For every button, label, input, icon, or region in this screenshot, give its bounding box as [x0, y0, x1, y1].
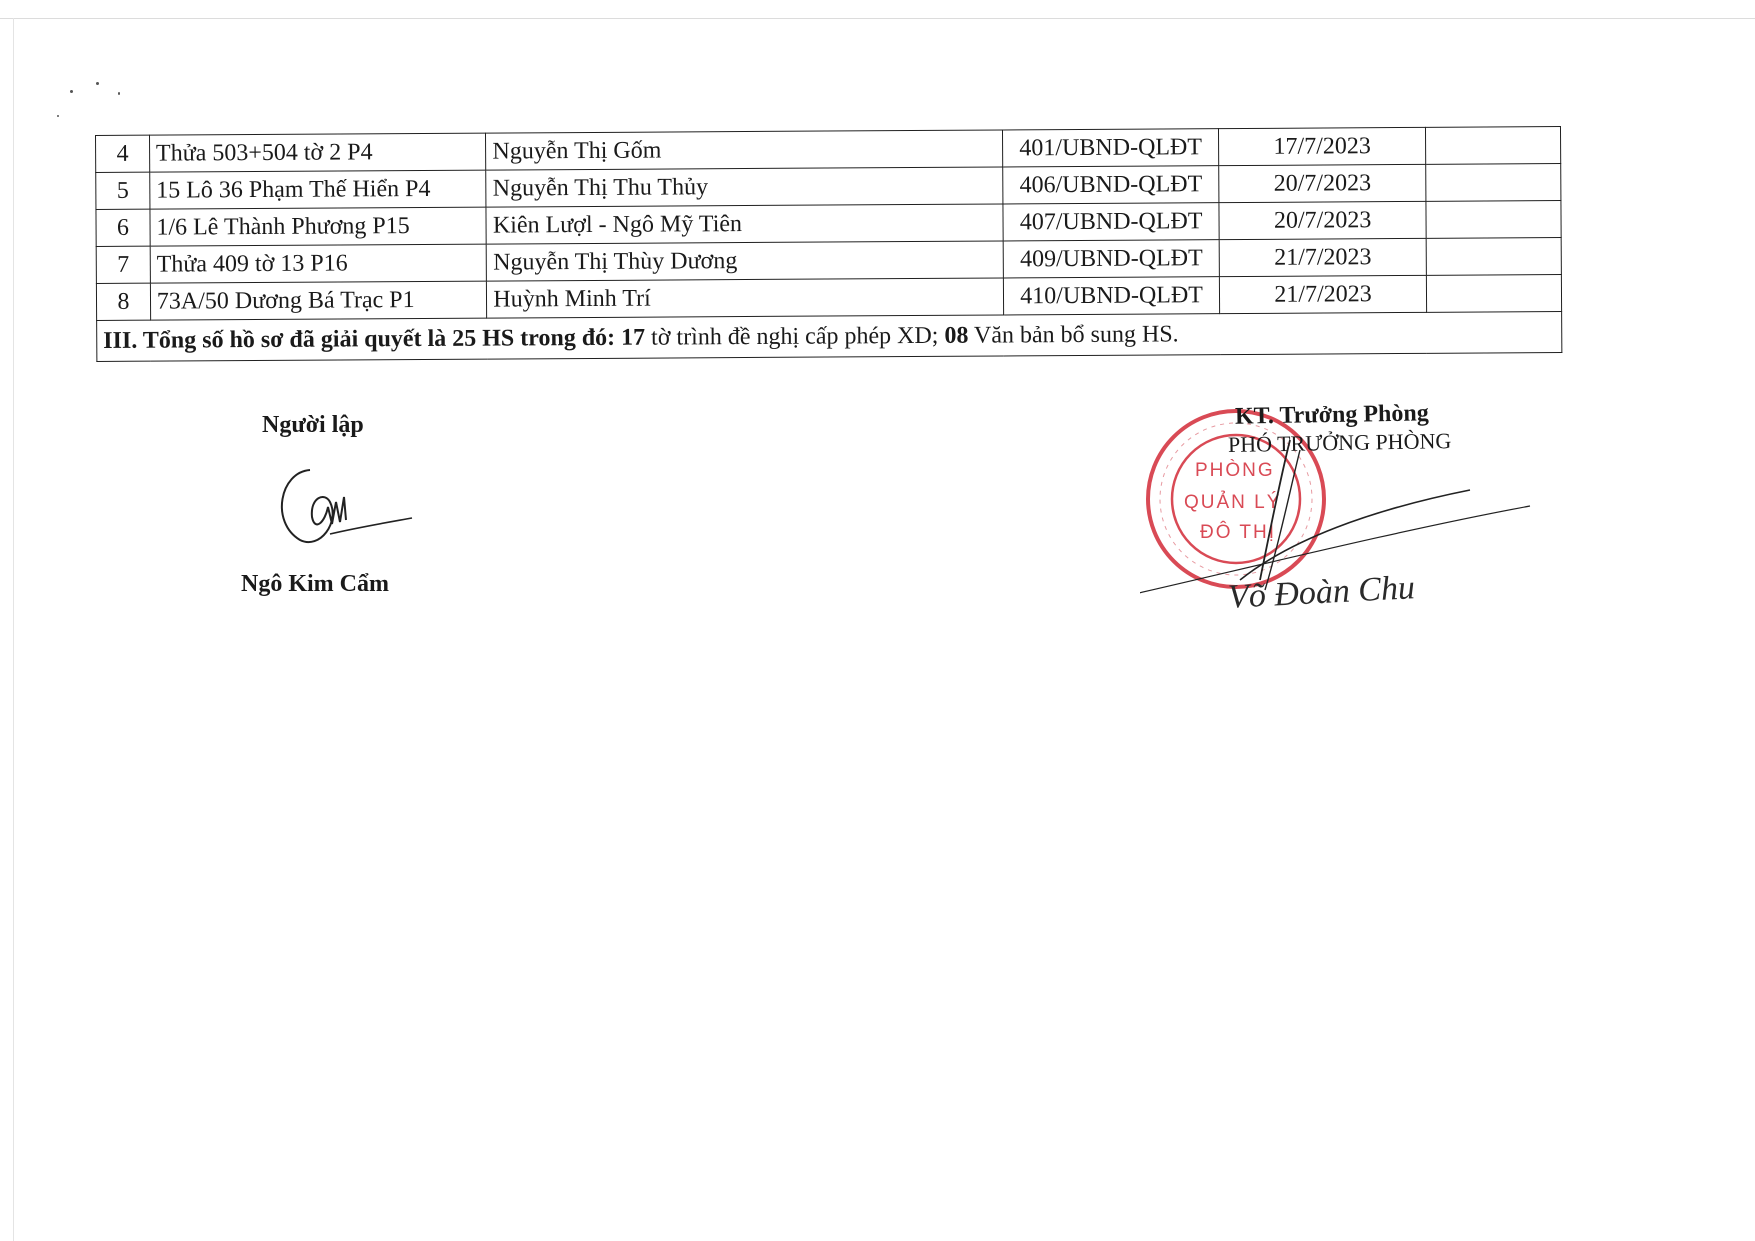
date-cell: 17/7/2023	[1219, 127, 1426, 165]
document-number-cell: 407/UBND-QLĐT	[1003, 203, 1220, 241]
note-cell	[1426, 238, 1561, 276]
scan-speck	[118, 92, 120, 95]
scan-edge	[0, 18, 1755, 19]
scan-speck	[96, 82, 99, 85]
owner-cell: Kiên Lượl - Ngô Mỹ Tiên	[486, 204, 1003, 244]
summary-cell	[97, 312, 1562, 362]
note-cell	[1425, 164, 1560, 202]
stamp-text: ĐÔ THỊ	[1200, 522, 1277, 543]
scan-edge	[13, 18, 14, 1241]
date-cell: 20/7/2023	[1219, 201, 1426, 239]
creator-signature	[270, 462, 420, 552]
row-number: 4	[96, 135, 150, 172]
summary-row	[97, 312, 1562, 362]
approver-title: KT. Trưởng Phòng	[1234, 400, 1429, 430]
owner-cell: Nguyễn Thị Thùy Dương	[487, 241, 1004, 281]
address-cell: 73A/50 Dương Bá Trạc P1	[150, 281, 487, 320]
scan-speck	[70, 90, 73, 93]
creator-title: Người lập	[262, 412, 364, 438]
address-cell: Thửa 409 tờ 13 P16	[150, 244, 487, 283]
date-cell: 21/7/2023	[1220, 238, 1427, 276]
date-cell: 20/7/2023	[1219, 164, 1426, 202]
stamp-text: PHÒNG	[1195, 460, 1275, 481]
address-cell: Thửa 503+504 tờ 2 P4	[149, 133, 486, 172]
owner-cell: Nguyễn Thị Gốm	[486, 130, 1003, 170]
row-number: 8	[96, 283, 150, 320]
creator-name: Ngô Kim Cẩm	[241, 571, 389, 597]
document-number-cell: 410/UBND-QLĐT	[1003, 277, 1220, 315]
row-number: 5	[96, 172, 150, 209]
scan-speck	[57, 115, 59, 117]
records-table	[95, 126, 1562, 362]
stamp-text: QUẢN LÝ	[1184, 492, 1282, 513]
summary-total: III. Tổng số hồ sơ đã giải quyết là 25 HS trong đó: 17	[103, 324, 646, 354]
approver-name: Võ Đoàn Chu	[1227, 569, 1416, 616]
summary-text: tờ trình đề nghị cấp phép XD;	[645, 322, 945, 351]
owner-cell: Nguyễn Thị Thu Thủy	[486, 167, 1003, 207]
note-cell	[1426, 275, 1561, 313]
date-cell: 21/7/2023	[1220, 275, 1427, 313]
address-cell: 15 Lô 36 Phạm Thế Hiển P4	[150, 170, 487, 209]
address-cell: 1/6 Lê Thành Phương P15	[150, 207, 487, 246]
document-number-cell: 401/UBND-QLĐT	[1002, 129, 1219, 167]
note-cell	[1426, 201, 1561, 239]
note-cell	[1425, 127, 1560, 165]
row-number: 7	[96, 246, 150, 283]
owner-cell: Huỳnh Minh Trí	[487, 278, 1004, 318]
document-number-cell: 409/UBND-QLĐT	[1003, 240, 1220, 278]
row-number: 6	[96, 209, 150, 246]
approver-subtitle: PHÓ TRƯỞNG PHÒNG	[1227, 428, 1452, 457]
summary-text-end: Văn bản bổ sung HS.	[968, 321, 1179, 349]
summary-count: 08	[944, 322, 969, 349]
document-number-cell: 406/UBND-QLĐT	[1003, 166, 1220, 204]
